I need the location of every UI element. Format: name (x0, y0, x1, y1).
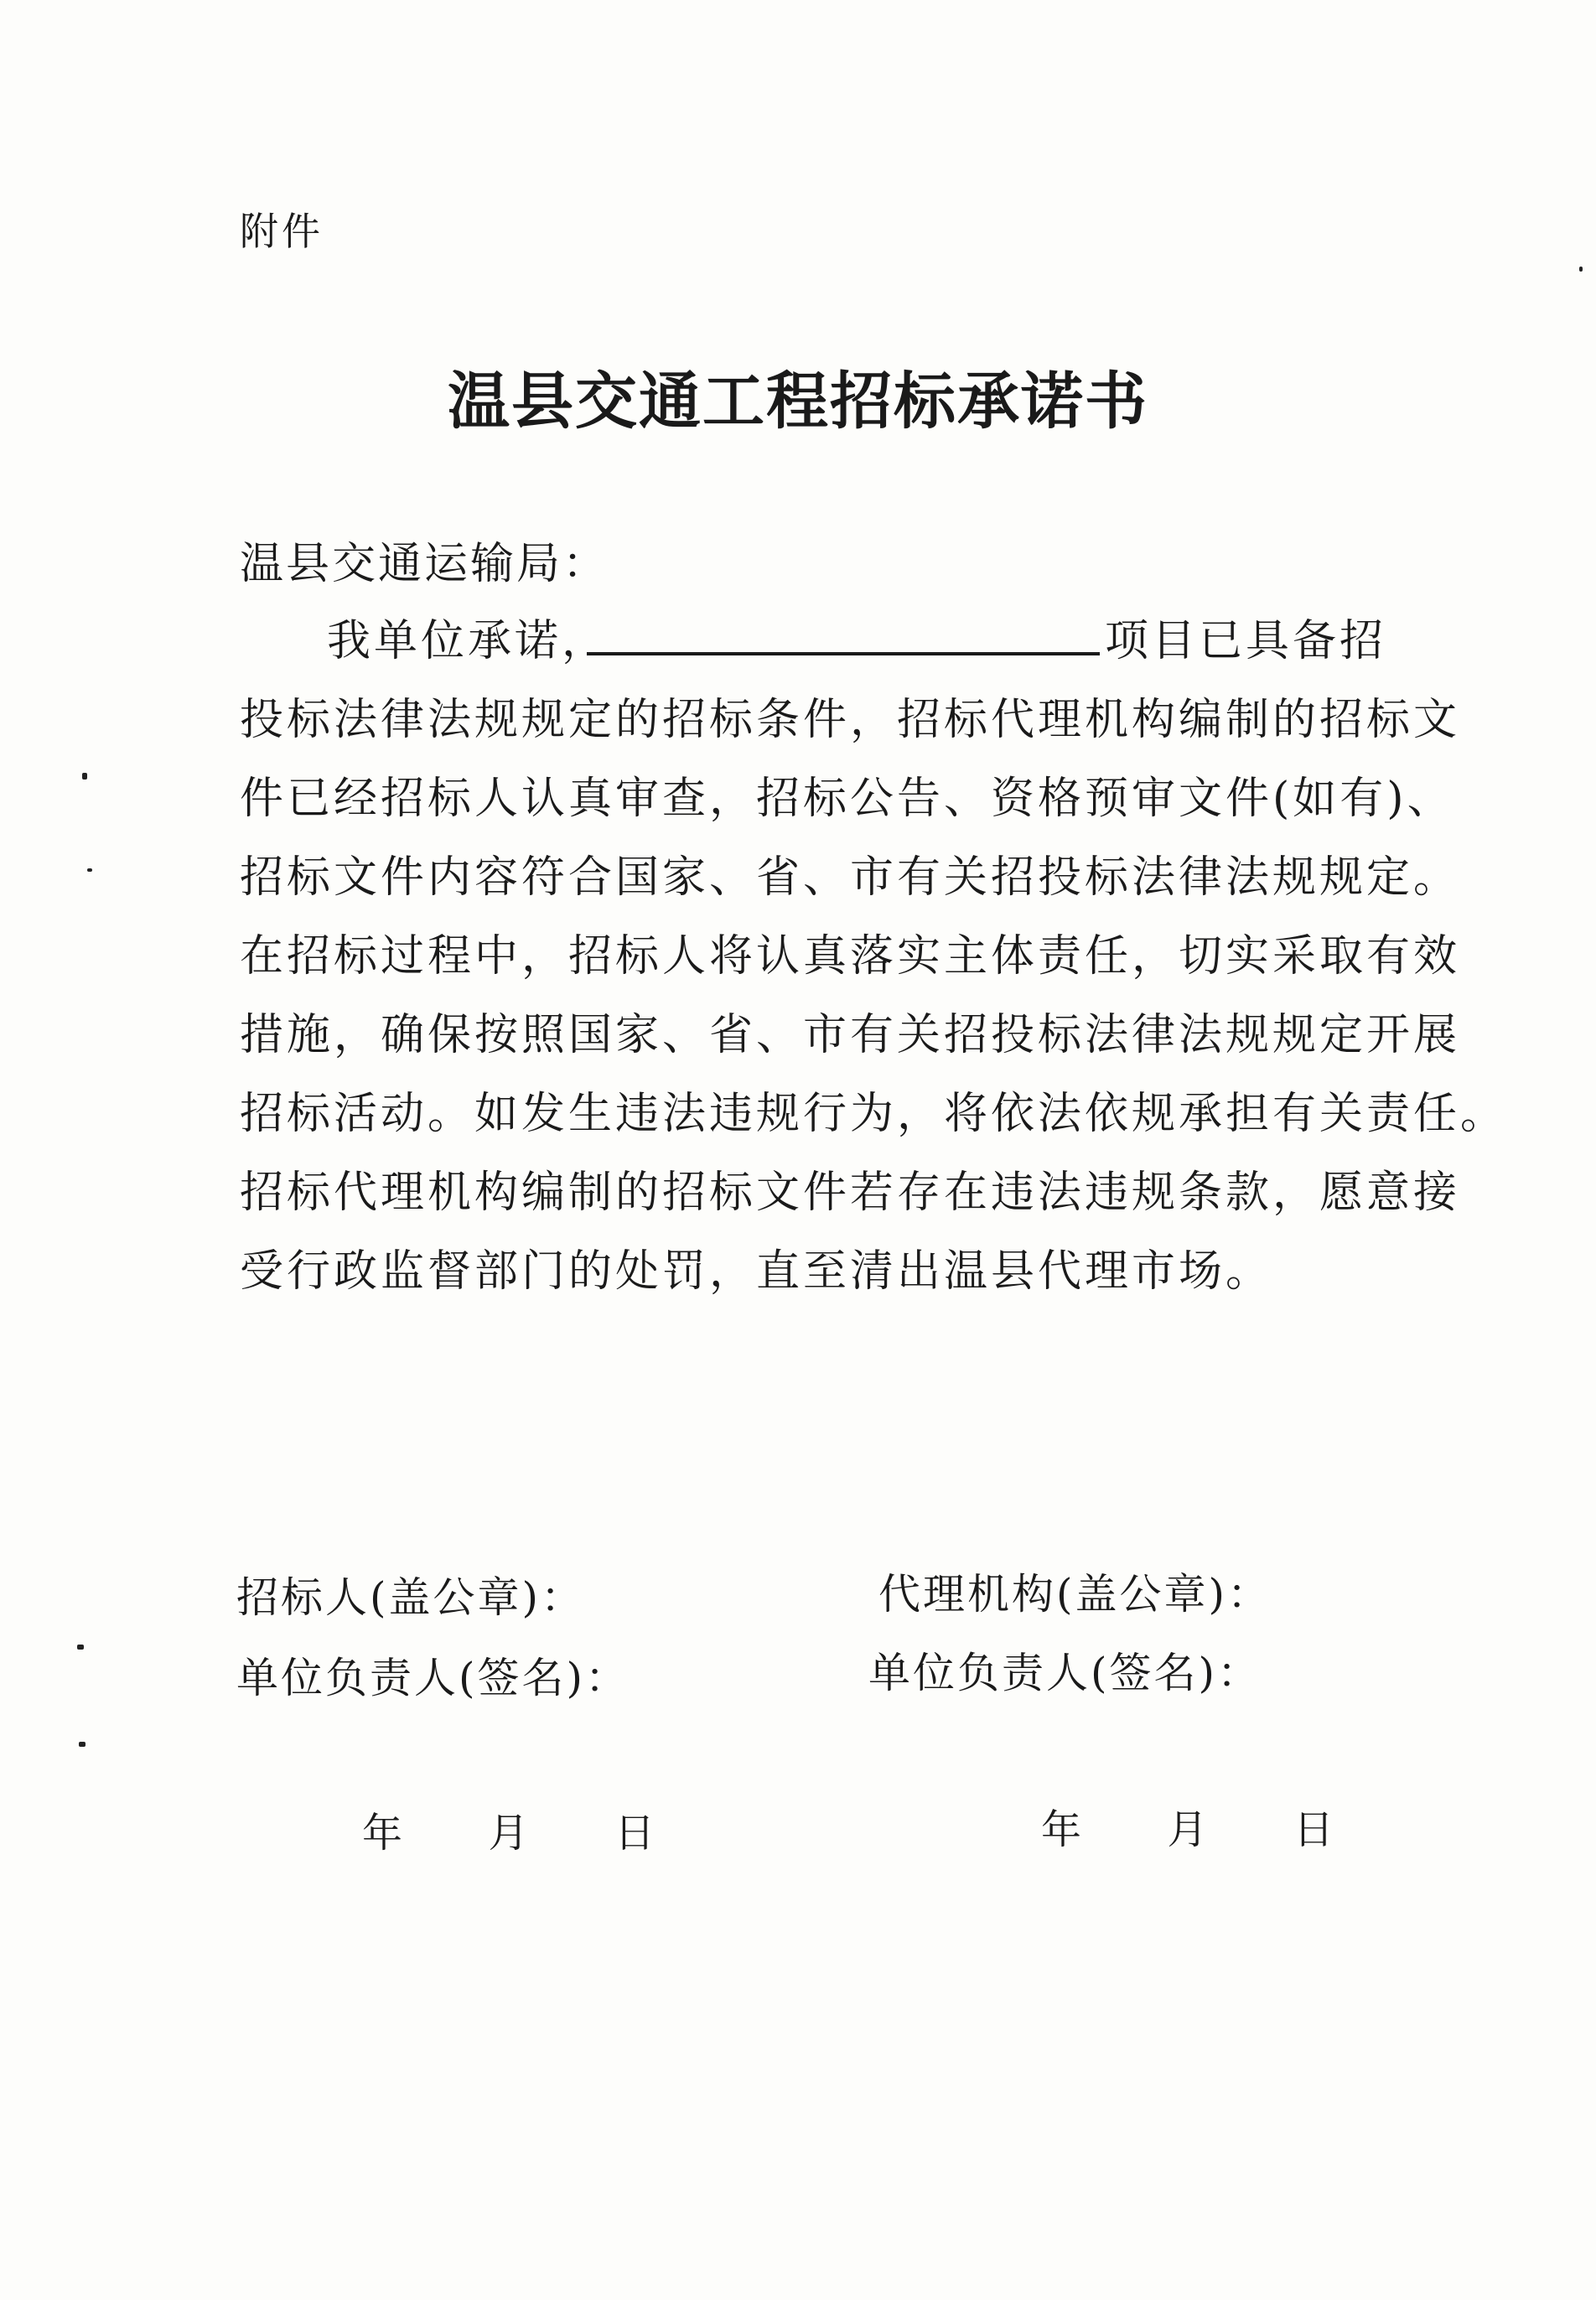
project-name-blank (587, 652, 1100, 655)
body-line: 在招标过程中，招标人将认真落实主体责任，切实采取有效 (240, 931, 1461, 982)
date-day: 日 (1293, 1806, 1334, 1853)
salutation: 温县交通运输局： (240, 539, 609, 589)
scan-speck (87, 868, 92, 872)
date-month: 月 (1167, 1806, 1208, 1853)
scan-speck (82, 773, 87, 780)
body-line: 件已经招标人认真审查，招标公告、资格预审文件(如有)、 (240, 774, 1454, 824)
tenderer-date (362, 1800, 655, 1858)
agency-seal-label: 代理机构(盖公章)： (878, 1570, 1272, 1619)
date-day: 日 (614, 1810, 656, 1857)
scan-speck (79, 1742, 86, 1747)
document-title: 温县交通工程招标承诺书 (448, 365, 1148, 438)
scan-speck (1579, 267, 1583, 272)
body-line-1-tail: 项目已具备招 (1105, 616, 1387, 666)
agency-date (1041, 1797, 1334, 1855)
body-line: 措施，确保按照国家、省、市有关招投标法律法规规定开展 (240, 1010, 1461, 1060)
date-year: 年 (362, 1810, 403, 1857)
body-line-1-head: 我单位承诺， (327, 616, 609, 666)
agency-signatory-label: 单位负责人(签名)： (868, 1649, 1262, 1697)
scan-speck (77, 1645, 84, 1650)
body-line: 招标文件内容符合国家、省、市有关招投标法律法规规定。 (240, 852, 1461, 903)
tenderer-seal-label: 招标人(盖公章)： (236, 1573, 586, 1622)
body-line: 招标活动。如发生违法违规行为，将依法依规承担有关责任。 (240, 1089, 1508, 1139)
body-line: 投标法律法规规定的招标条件，招标代理机构编制的招标文 (240, 695, 1461, 745)
body-line: 招标代理机构编制的招标文件若存在违法违规条款，愿意接 (240, 1168, 1461, 1218)
attachment-label: 附件 (240, 209, 324, 254)
date-year: 年 (1041, 1806, 1082, 1853)
date-month: 月 (488, 1810, 529, 1857)
tenderer-signatory-label: 单位负责人(签名)： (236, 1654, 630, 1702)
body-line: 受行政监督部门的处罚，直至清出温县代理市场。 (240, 1246, 1273, 1297)
